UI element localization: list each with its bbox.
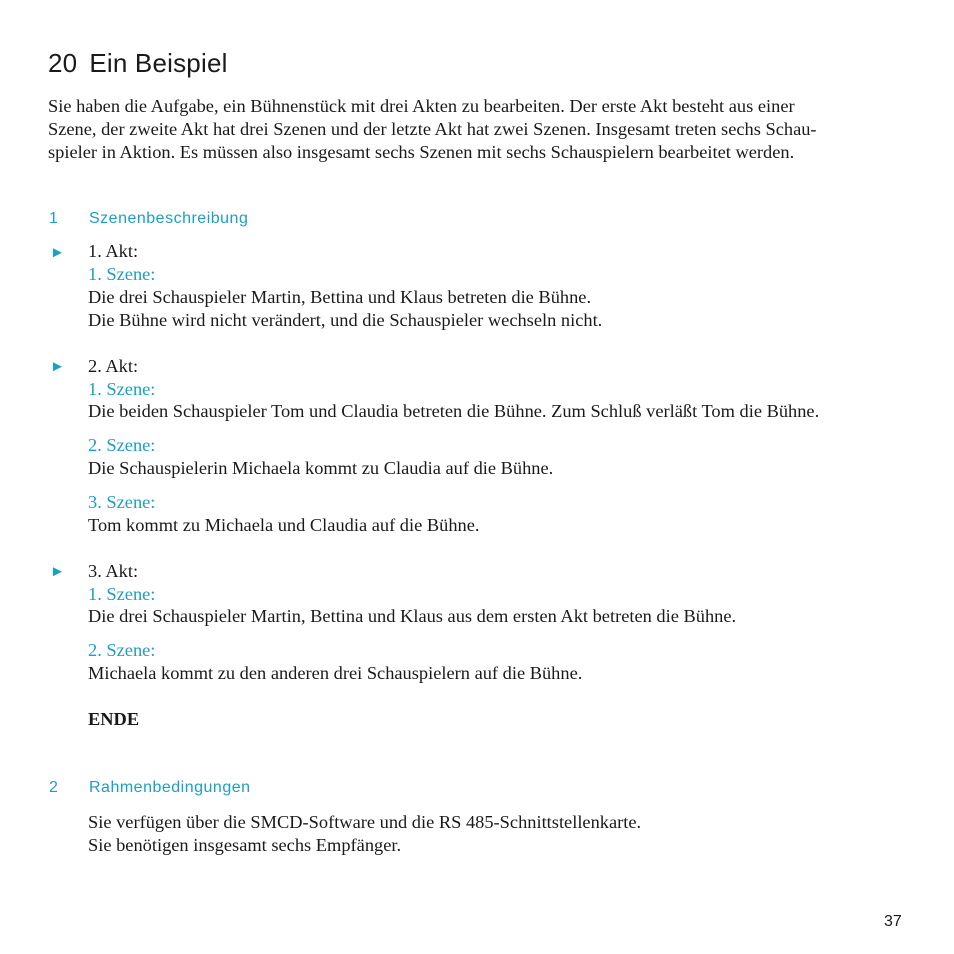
act-label: 3. Akt: <box>88 561 139 581</box>
scene-text: Michaela kommt zu den anderen drei Schauspielern auf die Bühne. <box>88 663 583 683</box>
page-number: 37 <box>884 913 902 930</box>
condition-line: Sie benötigen insgesamt sechs Empfänger. <box>88 835 402 855</box>
scene-label: 1. Szene: <box>88 379 156 399</box>
act-label: 1. Akt: <box>88 241 139 261</box>
section-number: 1 <box>49 210 58 227</box>
scene-text: Die beiden Schauspieler Tom und Claudia betreten die Bühne. Zum Schluß verläßt Tom die Bühne. <box>88 401 820 421</box>
scene-label: 1. Szene: <box>88 584 156 604</box>
scene-text: Die Schauspielerin Michaela kommt zu Claudia auf die Bühne. <box>88 458 554 478</box>
bullet-arrow-icon: ► <box>50 358 65 375</box>
scene-label: 2. Szene: <box>88 435 156 455</box>
scene-text: Die drei Schauspieler Martin, Bettina und Klaus aus dem ersten Akt betreten die Bühne. <box>88 606 737 626</box>
scene-text: Die Bühne wird nicht verändert, und die Schauspieler wechseln nicht. <box>88 310 603 330</box>
chapter-heading <box>48 48 228 79</box>
bullet-arrow-icon: ► <box>50 563 65 580</box>
scene-text: Tom kommt zu Michaela und Claudia auf die Bühne. <box>88 515 480 535</box>
scene-label: 3. Szene: <box>88 492 156 512</box>
intro-line: Szene, der zweite Akt hat drei Szenen und der letzte Akt hat zwei Szenen. Insgesamt treten sechs Schau- <box>48 119 817 139</box>
section-title: Szenenbeschreibung <box>89 210 249 227</box>
bullet-arrow-icon: ► <box>50 244 65 261</box>
condition-line: Sie verfügen über die SMCD-Software und die RS 485-Schnittstellenkarte. <box>88 812 642 832</box>
ende-marker: ENDE <box>88 709 140 729</box>
intro-line: spieler in Aktion. Es müssen also insgesamt sechs Szenen mit sechs Schauspielern bearbeitet werden. <box>48 142 795 162</box>
intro-paragraph <box>48 95 908 164</box>
intro-line: Sie haben die Aufgabe, ein Bühnenstück mit drei Akten zu bearbeiten. Der erste Akt besteht aus einer <box>48 96 795 116</box>
section-title: Rahmenbedingungen <box>89 779 251 796</box>
chapter-title: Ein Beispiel <box>89 48 228 78</box>
scene-label: 1. Szene: <box>88 264 156 284</box>
scene-text: Die drei Schauspieler Martin, Bettina und Klaus betreten die Bühne. <box>88 287 592 307</box>
section-number: 2 <box>49 779 58 796</box>
chapter-number: 20 <box>48 48 78 78</box>
scene-label: 2. Szene: <box>88 640 156 660</box>
act-label: 2. Akt: <box>88 356 139 376</box>
